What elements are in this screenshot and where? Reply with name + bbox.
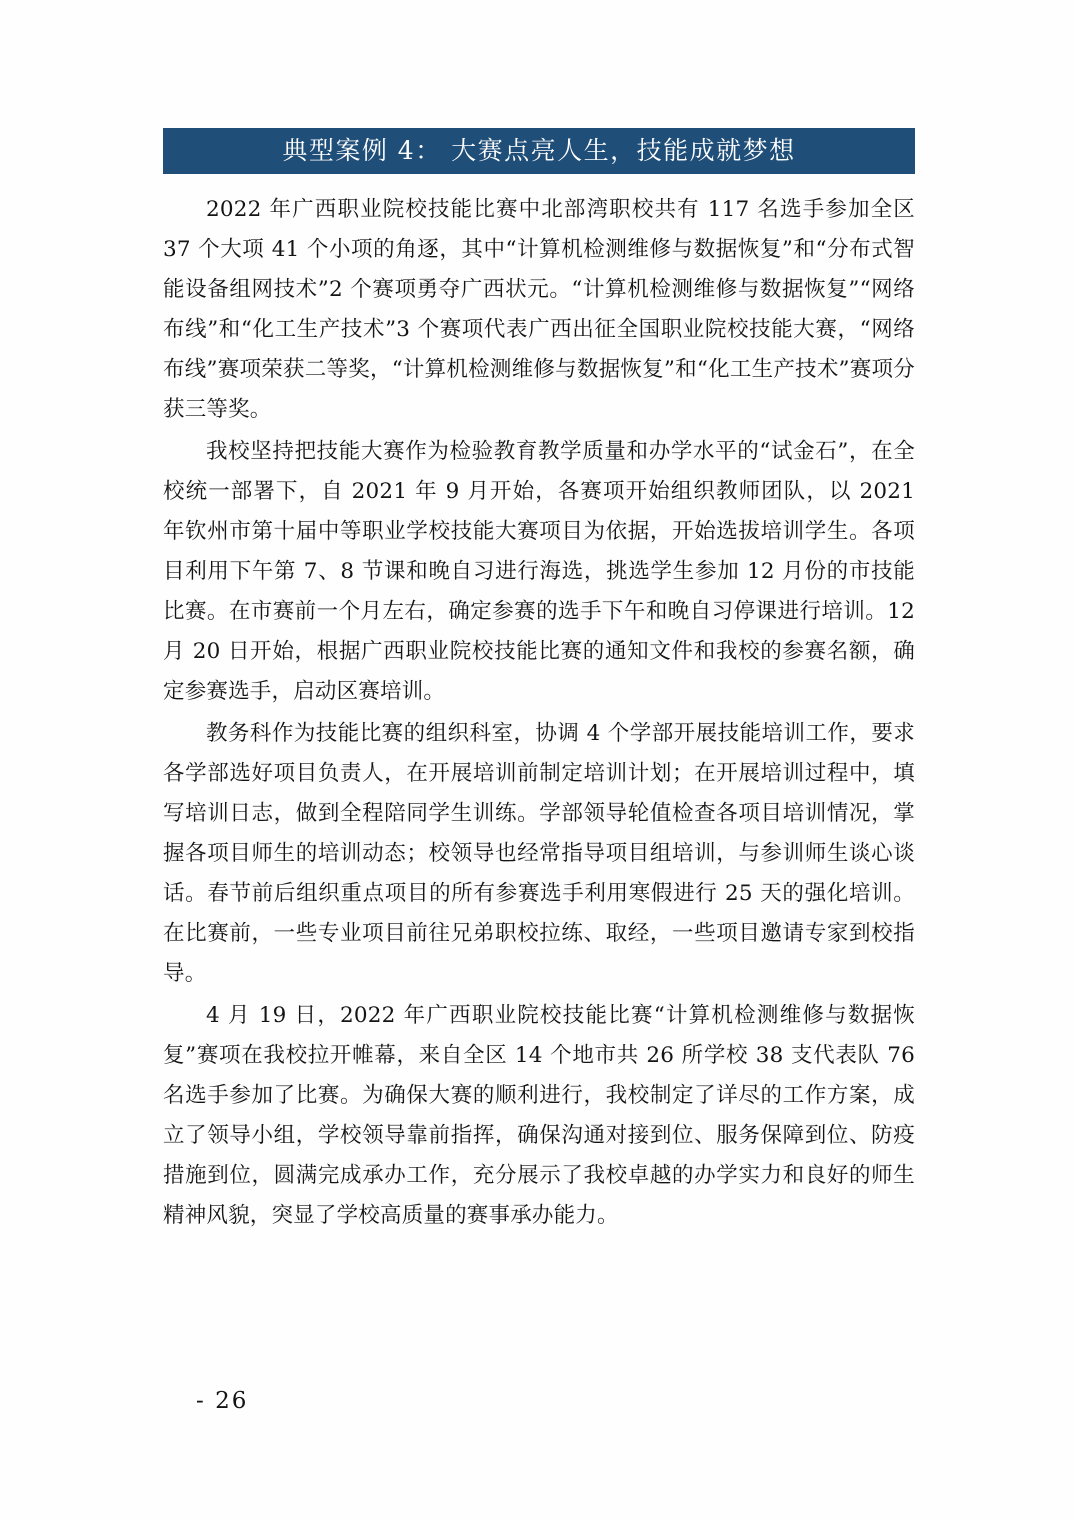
paragraph: 2022 年广西职业院校技能比赛中北部湾职校共有 117 名选手参加全区 37 个大项 41 个小项的角逐，其中“计算机检测维修与数据恢复”和“分布式智能设备组网技术”2 个赛项勇夺广西状元。“计算机检测维修与数据恢复”“网络布线”和“化工生产技术”3 个赛项代表广西出征全国职业院校技能大赛，“网络布线”赛项荣获二等奖，“计算机检测维修与数据恢复”和“化工生产技术”赛项分获三等奖。: [163, 197, 915, 422]
page-number: - 26: [196, 1388, 249, 1414]
case-study-banner-title: 典型案例 4： 大赛点亮人生，技能成就梦想: [163, 128, 915, 174]
body-text: [163, 190, 915, 1236]
page-content: [163, 128, 915, 1238]
paragraph: 我校坚持把技能大赛作为检验教育教学质量和办学水平的“试金石”，在全校统一部署下，自 2021 年 9 月开始，各赛项开始组织教师团队，以 2021 年钦州市第十届中等职业学校技能大赛项目为依据，开始选拔培训学生。各项目利用下午第 7、8 节课和晚自习进行海选，挑选学生参加 12 月份的市技能比赛。在市赛前一个月左右，确定参赛的选手下午和晚自习停课进行培训。12 月 20 日开始，根据广西职业院校技能比赛的通知文件和我校的参赛名额，确定参赛选手，启动区赛培训。: [163, 439, 915, 704]
paragraph: 4 月 19 日，2022 年广西职业院校技能比赛“计算机检测维修与数据恢复”赛项在我校拉开帷幕，来自全区 14 个地市共 26 所学校 38 支代表队 76 名选手参加了比赛。为确保大赛的顺利进行，我校制定了详尽的工作方案，成立了领导小组，学校领导靠前指挥，确保沟通对接到位、服务保障到位、防疫措施到位，圆满完成承办工作，充分展示了我校卓越的办学实力和良好的师生精神风貌，突显了学校高质量的赛事承办能力。: [163, 1003, 915, 1228]
paragraph: 教务科作为技能比赛的组织科室，协调 4 个学部开展技能培训工作，要求各学部选好项目负责人，在开展培训前制定培训计划；在开展培训过程中，填写培训日志，做到全程陪同学生训练。学部领导轮值检查各项目培训情况，掌握各项目师生的培训动态；校领导也经常指导项目组培训，与参训师生谈心谈话。春节前后组织重点项目的所有参赛选手利用寒假进行 25 天的强化培训。在比赛前，一些专业项目前往兄弟职校拉练、取经，一些项目邀请专家到校指导。: [163, 721, 915, 986]
